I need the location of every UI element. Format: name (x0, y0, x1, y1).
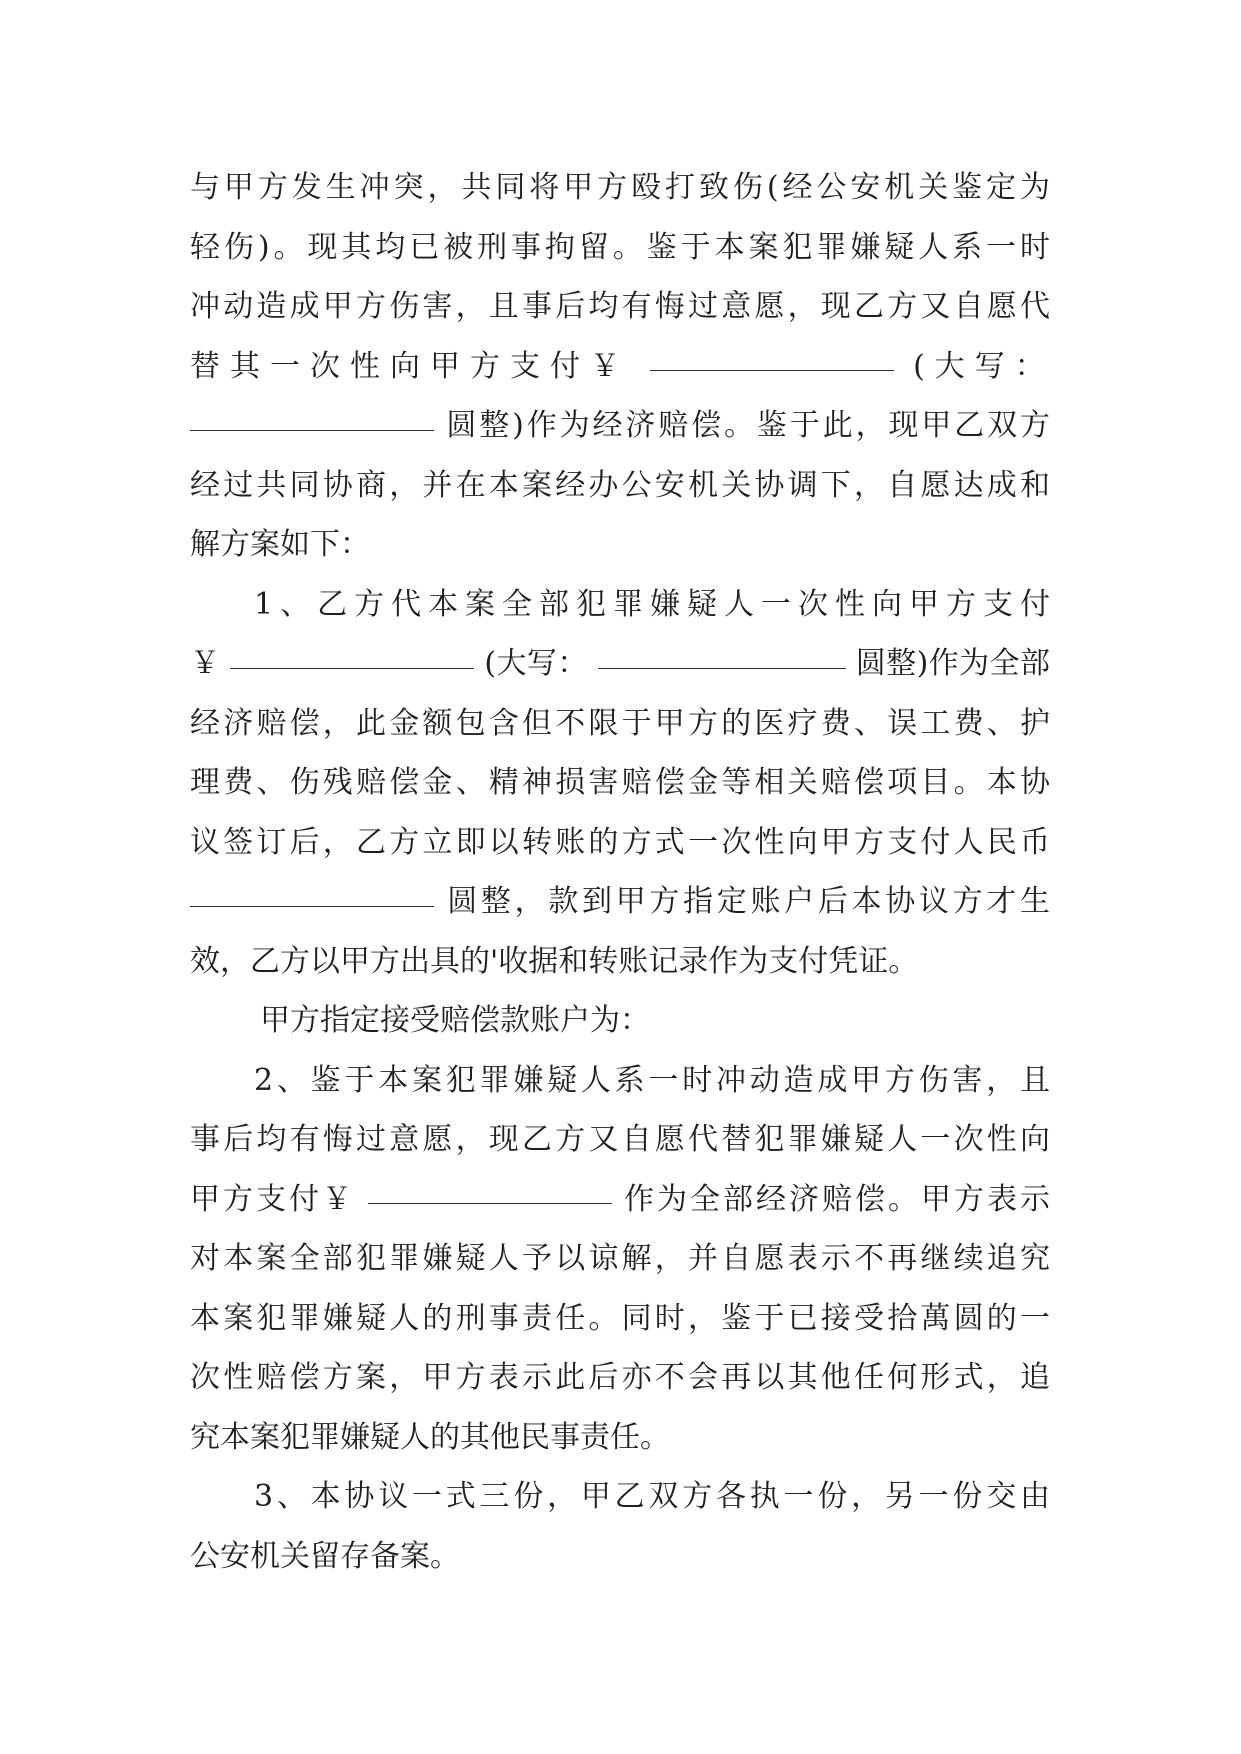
text-line: 1、乙方代本案全部犯罪嫌疑人一次性向甲方支付 (254, 586, 1050, 622)
amount-words-blank (598, 667, 846, 669)
text-segment: 作为全部经济赔偿。甲方表示 (624, 1181, 1050, 1217)
amount-words-blank (190, 429, 434, 431)
text-line: 轻伤)。现其均已被刑事拘留。鉴于本案犯罪嫌疑人系一时 (190, 229, 1050, 265)
text-segment: (大写： (913, 348, 1055, 384)
text-line: 效，乙方以甲方出具的'收据和转账记录作为支付凭证。 (190, 943, 919, 979)
text-segment: (大写： (484, 646, 588, 681)
text-line: 次性赔偿方案，甲方表示此后亦不会再以其他任何形式，追 (190, 1360, 1050, 1395)
agreement-body (190, 158, 1055, 1586)
text-segment: 甲方支付￥ (190, 1181, 355, 1217)
text-line: 议签订后，乙方立即以转账的方式一次性向甲方支付人民币 (190, 824, 1050, 860)
text-line: 究本案犯罪嫌疑人的其他民事责任。 (190, 1419, 670, 1455)
text-line (190, 634, 1050, 694)
text-line (190, 872, 1050, 932)
text-segment: ￥ (190, 646, 221, 681)
text-segment: 圆整)作为经济赔偿。鉴于此，现甲乙双方 (446, 408, 1050, 443)
text-line (190, 1170, 1050, 1230)
text-line: 理费、伤残赔偿金、精神损害赔偿金等相关赔偿项目。本协 (190, 765, 1050, 800)
text-line: 解方案如下： (190, 527, 370, 562)
text-line (190, 337, 1055, 397)
text-line: 2、鉴于本案犯罪嫌疑人系一时冲动造成甲方伤害，且 (254, 1062, 1050, 1098)
text-line: 3、本协议一式三份，甲乙双方各执一份，另一份交由 (254, 1479, 1050, 1514)
text-segment: 圆整)作为全部 (855, 646, 1050, 681)
amount-blank (190, 905, 434, 907)
text-line: 对本案全部犯罪嫌疑人予以谅解，并自愿表示不再继续追究 (190, 1241, 1050, 1276)
text-line: 经济赔偿，此金额包含但不限于甲方的医疗费、误工费、护 (190, 705, 1050, 741)
text-segment: 圆整，款到甲方指定账户后本协议方才生 (447, 884, 1050, 919)
text-line: 本案犯罪嫌疑人的刑事责任。同时，鉴于已接受拾萬圆的一 (190, 1300, 1050, 1336)
text-line: 公安机关留存备案。 (190, 1538, 460, 1574)
text-line: 冲动造成甲方伤害，且事后均有悔过意愿，现乙方又自愿代 (190, 289, 1050, 324)
amount-blank (230, 667, 474, 669)
text-line: 与甲方发生冲突，共同将甲方殴打致伤(经公安机关鉴定为 (190, 170, 1050, 205)
amount-blank (650, 369, 894, 371)
text-line: 经过共同协商，并在本案经办公安机关协调下，自愿达成和 (190, 467, 1050, 503)
text-line (190, 396, 1050, 456)
text-segment: 替其一次性向甲方支付￥ (190, 348, 630, 384)
text-line: 甲方指定接受赔偿款账户为： (260, 1003, 650, 1038)
text-line: 事后均有悔过意愿，现乙方又自愿代替犯罪嫌疑人一次性向 (190, 1122, 1050, 1157)
amount-blank (368, 1202, 612, 1204)
